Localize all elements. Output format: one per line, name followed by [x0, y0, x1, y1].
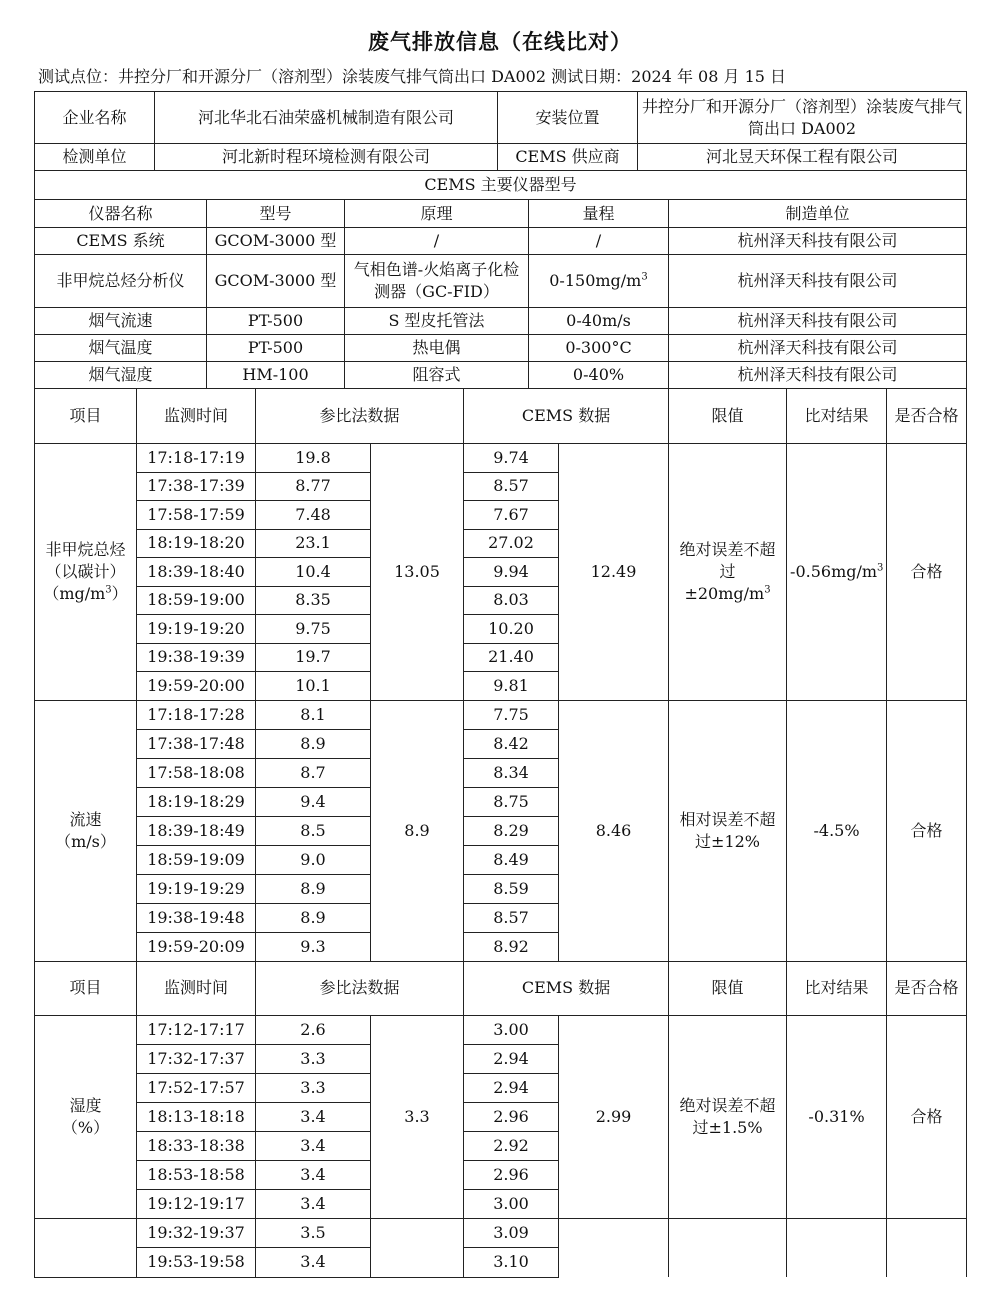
header-reference: 参比法数据 — [256, 961, 464, 1015]
nmhc-ref-avg: 13.05 — [371, 444, 464, 701]
humidity-item-line2: （%） — [61, 1117, 110, 1137]
header-item: 项目 — [35, 389, 137, 444]
cems-cell: 21.40 — [464, 643, 559, 672]
instrument-range — [529, 255, 669, 308]
instrument-model: PT-500 — [207, 335, 345, 362]
instrument-row — [35, 308, 967, 335]
time-cell: 18:19-18:29 — [137, 787, 256, 816]
ref-cell: 3.4 — [256, 1160, 371, 1189]
nmhc-unit-end: ） — [111, 583, 128, 603]
time-cell: 18:39-18:49 — [137, 816, 256, 845]
company-label: 企业名称 — [35, 92, 155, 144]
cems-cell: 3.00 — [464, 1015, 559, 1044]
nmhc-pass: 合格 — [887, 444, 967, 701]
velocity-limit: 相对误差不超过±12% — [669, 700, 787, 961]
header-time: 监测时间 — [137, 389, 256, 444]
cems-cell: 8.57 — [464, 903, 559, 932]
instrument-range: 0-300°C — [529, 335, 669, 362]
test-point-label: 测试点位： — [38, 67, 119, 86]
continuation-item — [35, 1218, 137, 1277]
instrument-principle: 气相色谱-火焰离子化检测器（GC-FID） — [345, 255, 529, 308]
ref-cell: 8.35 — [256, 586, 371, 615]
velocity-ref-avg: 8.9 — [371, 700, 464, 961]
ref-cell: 10.1 — [256, 672, 371, 701]
nmhc-item-line1: 非甲烷总烃 — [45, 539, 126, 559]
instrument-header-name: 仪器名称 — [35, 200, 207, 228]
test-date-label: 测试日期： — [551, 67, 632, 86]
nmhc-result — [787, 444, 887, 701]
cems-cell: 7.75 — [464, 700, 559, 729]
humidity-pass: 合格 — [887, 1015, 967, 1218]
instrument-model: GCOM-3000 型 — [207, 228, 345, 255]
nmhc-unit-sup: 3 — [105, 584, 112, 596]
instrument-row — [35, 228, 967, 255]
ref-cell: 9.75 — [256, 615, 371, 644]
instrument-header-range: 量程 — [529, 200, 669, 228]
time-cell: 18:33-18:38 — [137, 1131, 256, 1160]
instrument-row — [35, 255, 967, 308]
ref-cell: 23.1 — [256, 529, 371, 558]
cems-cell: 2.92 — [464, 1131, 559, 1160]
instrument-maker: 杭州泽天科技有限公司 — [669, 308, 967, 335]
time-cell: 19:12-19:17 — [137, 1189, 256, 1218]
time-cell: 18:59-19:09 — [137, 845, 256, 874]
instrument-header-maker: 制造单位 — [669, 200, 967, 228]
nmhc-limit-line2: ±20mg/m — [684, 583, 765, 603]
time-cell: 17:18-17:19 — [137, 444, 256, 473]
time-cell: 19:38-19:48 — [137, 903, 256, 932]
continuation-ref-avg — [371, 1218, 464, 1277]
cems-cell: 2.94 — [464, 1044, 559, 1073]
instrument-model: HM-100 — [207, 362, 345, 389]
instrument-header-model: 型号 — [207, 200, 345, 228]
instrument-principle: 热电偶 — [345, 335, 529, 362]
humidity-result: -0.31% — [787, 1015, 887, 1218]
time-cell: 17:38-17:39 — [137, 472, 256, 501]
header-pass: 是否合格 — [887, 961, 967, 1015]
ref-cell: 8.5 — [256, 816, 371, 845]
velocity-pass: 合格 — [887, 700, 967, 961]
table-row — [35, 1015, 967, 1044]
velocity-item-line2: （m/s） — [55, 831, 116, 851]
cems-cell: 9.94 — [464, 558, 559, 587]
cems-cell: 8.03 — [464, 586, 559, 615]
header-cems: CEMS 数据 — [464, 389, 669, 444]
cems-cell: 8.49 — [464, 845, 559, 874]
cems-cell: 2.94 — [464, 1073, 559, 1102]
time-cell: 19:59-20:09 — [137, 932, 256, 961]
page-title: 废气排放信息（在线比对） — [368, 29, 632, 54]
location-label: 安装位置 — [498, 92, 638, 144]
cems-cell: 9.81 — [464, 672, 559, 701]
humidity-limit: 绝对误差不超过±1.5% — [669, 1015, 787, 1218]
cems-cell: 3.10 — [464, 1247, 559, 1277]
time-cell: 17:52-17:57 — [137, 1073, 256, 1102]
cems-cell: 8.29 — [464, 816, 559, 845]
header-result: 比对结果 — [787, 389, 887, 444]
instrument-name: 烟气湿度 — [35, 362, 207, 389]
comparison-table — [34, 388, 967, 1278]
table-row — [35, 700, 967, 729]
cems-cell: 3.09 — [464, 1218, 559, 1247]
instrument-maker: 杭州泽天科技有限公司 — [669, 362, 967, 389]
company-name: 河北华北石油荣盛机械制造有限公司 — [155, 92, 498, 144]
nmhc-result-sup: 3 — [877, 562, 884, 574]
cems-cell: 8.92 — [464, 932, 559, 961]
table-row — [35, 444, 967, 473]
supplier-label: CEMS 供应商 — [498, 144, 638, 171]
cems-cell: 27.02 — [464, 529, 559, 558]
range-superscript: 3 — [641, 271, 648, 283]
time-cell: 19:38-19:39 — [137, 643, 256, 672]
ref-cell: 2.6 — [256, 1015, 371, 1044]
nmhc-item — [35, 444, 137, 701]
time-cell: 17:32-17:37 — [137, 1044, 256, 1073]
instrument-maker: 杭州泽天科技有限公司 — [669, 255, 967, 308]
instrument-maker: 杭州泽天科技有限公司 — [669, 228, 967, 255]
instrument-name: 烟气流速 — [35, 308, 207, 335]
time-cell: 19:19-19:29 — [137, 874, 256, 903]
ref-cell: 9.0 — [256, 845, 371, 874]
instrument-table — [34, 199, 967, 389]
ref-cell: 19.7 — [256, 643, 371, 672]
ref-cell: 8.77 — [256, 472, 371, 501]
ref-cell: 3.3 — [256, 1073, 371, 1102]
instrument-model: GCOM-3000 型 — [207, 255, 345, 308]
header-result: 比对结果 — [787, 961, 887, 1015]
ref-cell: 19.8 — [256, 444, 371, 473]
velocity-item — [35, 700, 137, 961]
instrument-name: CEMS 系统 — [35, 228, 207, 255]
nmhc-limit-sup: 3 — [764, 584, 771, 596]
nmhc-limit — [669, 444, 787, 701]
install-location: 井控分厂和开源分厂（溶剂型）涂装废气排气筒出口 DA002 — [638, 92, 967, 144]
instrument-principle: / — [345, 228, 529, 255]
cems-cell: 2.96 — [464, 1160, 559, 1189]
ref-cell: 3.3 — [256, 1044, 371, 1073]
ref-cell: 8.9 — [256, 729, 371, 758]
test-date: 2024 年 08 月 15 日 — [631, 67, 787, 86]
comparison-header-row — [35, 389, 967, 444]
time-cell: 18:19-18:20 — [137, 529, 256, 558]
time-cell: 17:58-18:08 — [137, 758, 256, 787]
header-cems: CEMS 数据 — [464, 961, 669, 1015]
cems-cell: 7.67 — [464, 501, 559, 530]
nmhc-unit-text: （mg/m — [43, 583, 106, 603]
header-limit: 限值 — [669, 389, 787, 444]
ref-cell: 7.48 — [256, 501, 371, 530]
continuation-pass — [887, 1218, 967, 1277]
instrument-range: 0-40m/s — [529, 308, 669, 335]
header-item: 项目 — [35, 961, 137, 1015]
instrument-model: PT-500 — [207, 308, 345, 335]
time-cell: 18:39-18:40 — [137, 558, 256, 587]
humidity-cems-avg: 2.99 — [559, 1015, 669, 1218]
instrument-principle: S 型皮托管法 — [345, 308, 529, 335]
instrument-row — [35, 335, 967, 362]
continuation-cems-avg — [559, 1218, 669, 1277]
instrument-principle: 阻容式 — [345, 362, 529, 389]
ref-cell: 9.4 — [256, 787, 371, 816]
time-cell: 17:38-17:48 — [137, 729, 256, 758]
instrument-header-principle: 原理 — [345, 200, 529, 228]
range-value: 0-150mg/m — [549, 271, 642, 290]
ref-cell: 8.9 — [256, 874, 371, 903]
time-cell: 18:13-18:18 — [137, 1102, 256, 1131]
ref-cell: 3.5 — [256, 1218, 371, 1247]
header-limit: 限值 — [669, 961, 787, 1015]
time-cell: 17:18-17:28 — [137, 700, 256, 729]
continuation-limit — [669, 1218, 787, 1277]
ref-cell: 8.1 — [256, 700, 371, 729]
nmhc-limit-line1: 绝对误差不超过 — [679, 539, 776, 581]
cems-cell: 9.74 — [464, 444, 559, 473]
time-cell: 18:59-19:00 — [137, 586, 256, 615]
comparison-header-row — [35, 961, 967, 1015]
cems-cell: 8.34 — [464, 758, 559, 787]
cems-cell: 8.42 — [464, 729, 559, 758]
test-info — [38, 64, 968, 87]
cems-cell: 8.75 — [464, 787, 559, 816]
ref-cell: 3.4 — [256, 1102, 371, 1131]
time-cell: 19:59-20:00 — [137, 672, 256, 701]
cems-cell: 8.57 — [464, 472, 559, 501]
time-cell: 17:58-17:59 — [137, 501, 256, 530]
nmhc-result-value: -0.56mg/m — [790, 561, 878, 581]
cems-cell: 8.59 — [464, 874, 559, 903]
header-pass: 是否合格 — [887, 389, 967, 444]
humidity-item — [35, 1015, 137, 1218]
time-cell: 18:53-18:58 — [137, 1160, 256, 1189]
cems-cell: 10.20 — [464, 615, 559, 644]
cems-cell: 3.00 — [464, 1189, 559, 1218]
ref-cell: 10.4 — [256, 558, 371, 587]
header-time: 监测时间 — [137, 961, 256, 1015]
ref-cell: 3.4 — [256, 1131, 371, 1160]
instrument-maker: 杭州泽天科技有限公司 — [669, 335, 967, 362]
time-cell: 19:53-19:58 — [137, 1247, 256, 1277]
instrument-row — [35, 362, 967, 389]
instrument-section-title: CEMS 主要仪器型号 — [35, 171, 967, 200]
humidity-item-line1: 湿度 — [69, 1095, 102, 1115]
time-cell: 19:32-19:37 — [137, 1218, 256, 1247]
cems-cell: 2.96 — [464, 1102, 559, 1131]
velocity-cems-avg: 8.46 — [559, 700, 669, 961]
velocity-result: -4.5% — [787, 700, 887, 961]
humidity-ref-avg: 3.3 — [371, 1015, 464, 1218]
time-cell: 17:12-17:17 — [137, 1015, 256, 1044]
table-row — [35, 1218, 967, 1247]
instrument-name: 非甲烷总烃分析仪 — [35, 255, 207, 308]
tester-label: 检测单位 — [35, 144, 155, 171]
instrument-range: 0-40% — [529, 362, 669, 389]
time-cell: 19:19-19:20 — [137, 615, 256, 644]
info-table — [34, 91, 967, 200]
ref-cell: 8.7 — [256, 758, 371, 787]
test-point: 井控分厂和开源分厂（溶剂型）涂装废气排气筒出口 DA002 — [118, 67, 547, 86]
ref-cell: 9.3 — [256, 932, 371, 961]
instrument-name: 烟气温度 — [35, 335, 207, 362]
velocity-item-line1: 流速 — [69, 809, 102, 829]
header-reference: 参比法数据 — [256, 389, 464, 444]
nmhc-cems-avg: 12.49 — [559, 444, 669, 701]
supplier-name: 河北昱天环保工程有限公司 — [638, 144, 967, 171]
instrument-range: / — [529, 228, 669, 255]
tester-name: 河北新时程环境检测有限公司 — [155, 144, 498, 171]
ref-cell: 3.4 — [256, 1247, 371, 1277]
ref-cell: 3.4 — [256, 1189, 371, 1218]
nmhc-item-line2: （以碳计） — [45, 561, 126, 581]
nmhc-item-unit — [38, 583, 133, 605]
continuation-result — [787, 1218, 887, 1277]
ref-cell: 8.9 — [256, 903, 371, 932]
